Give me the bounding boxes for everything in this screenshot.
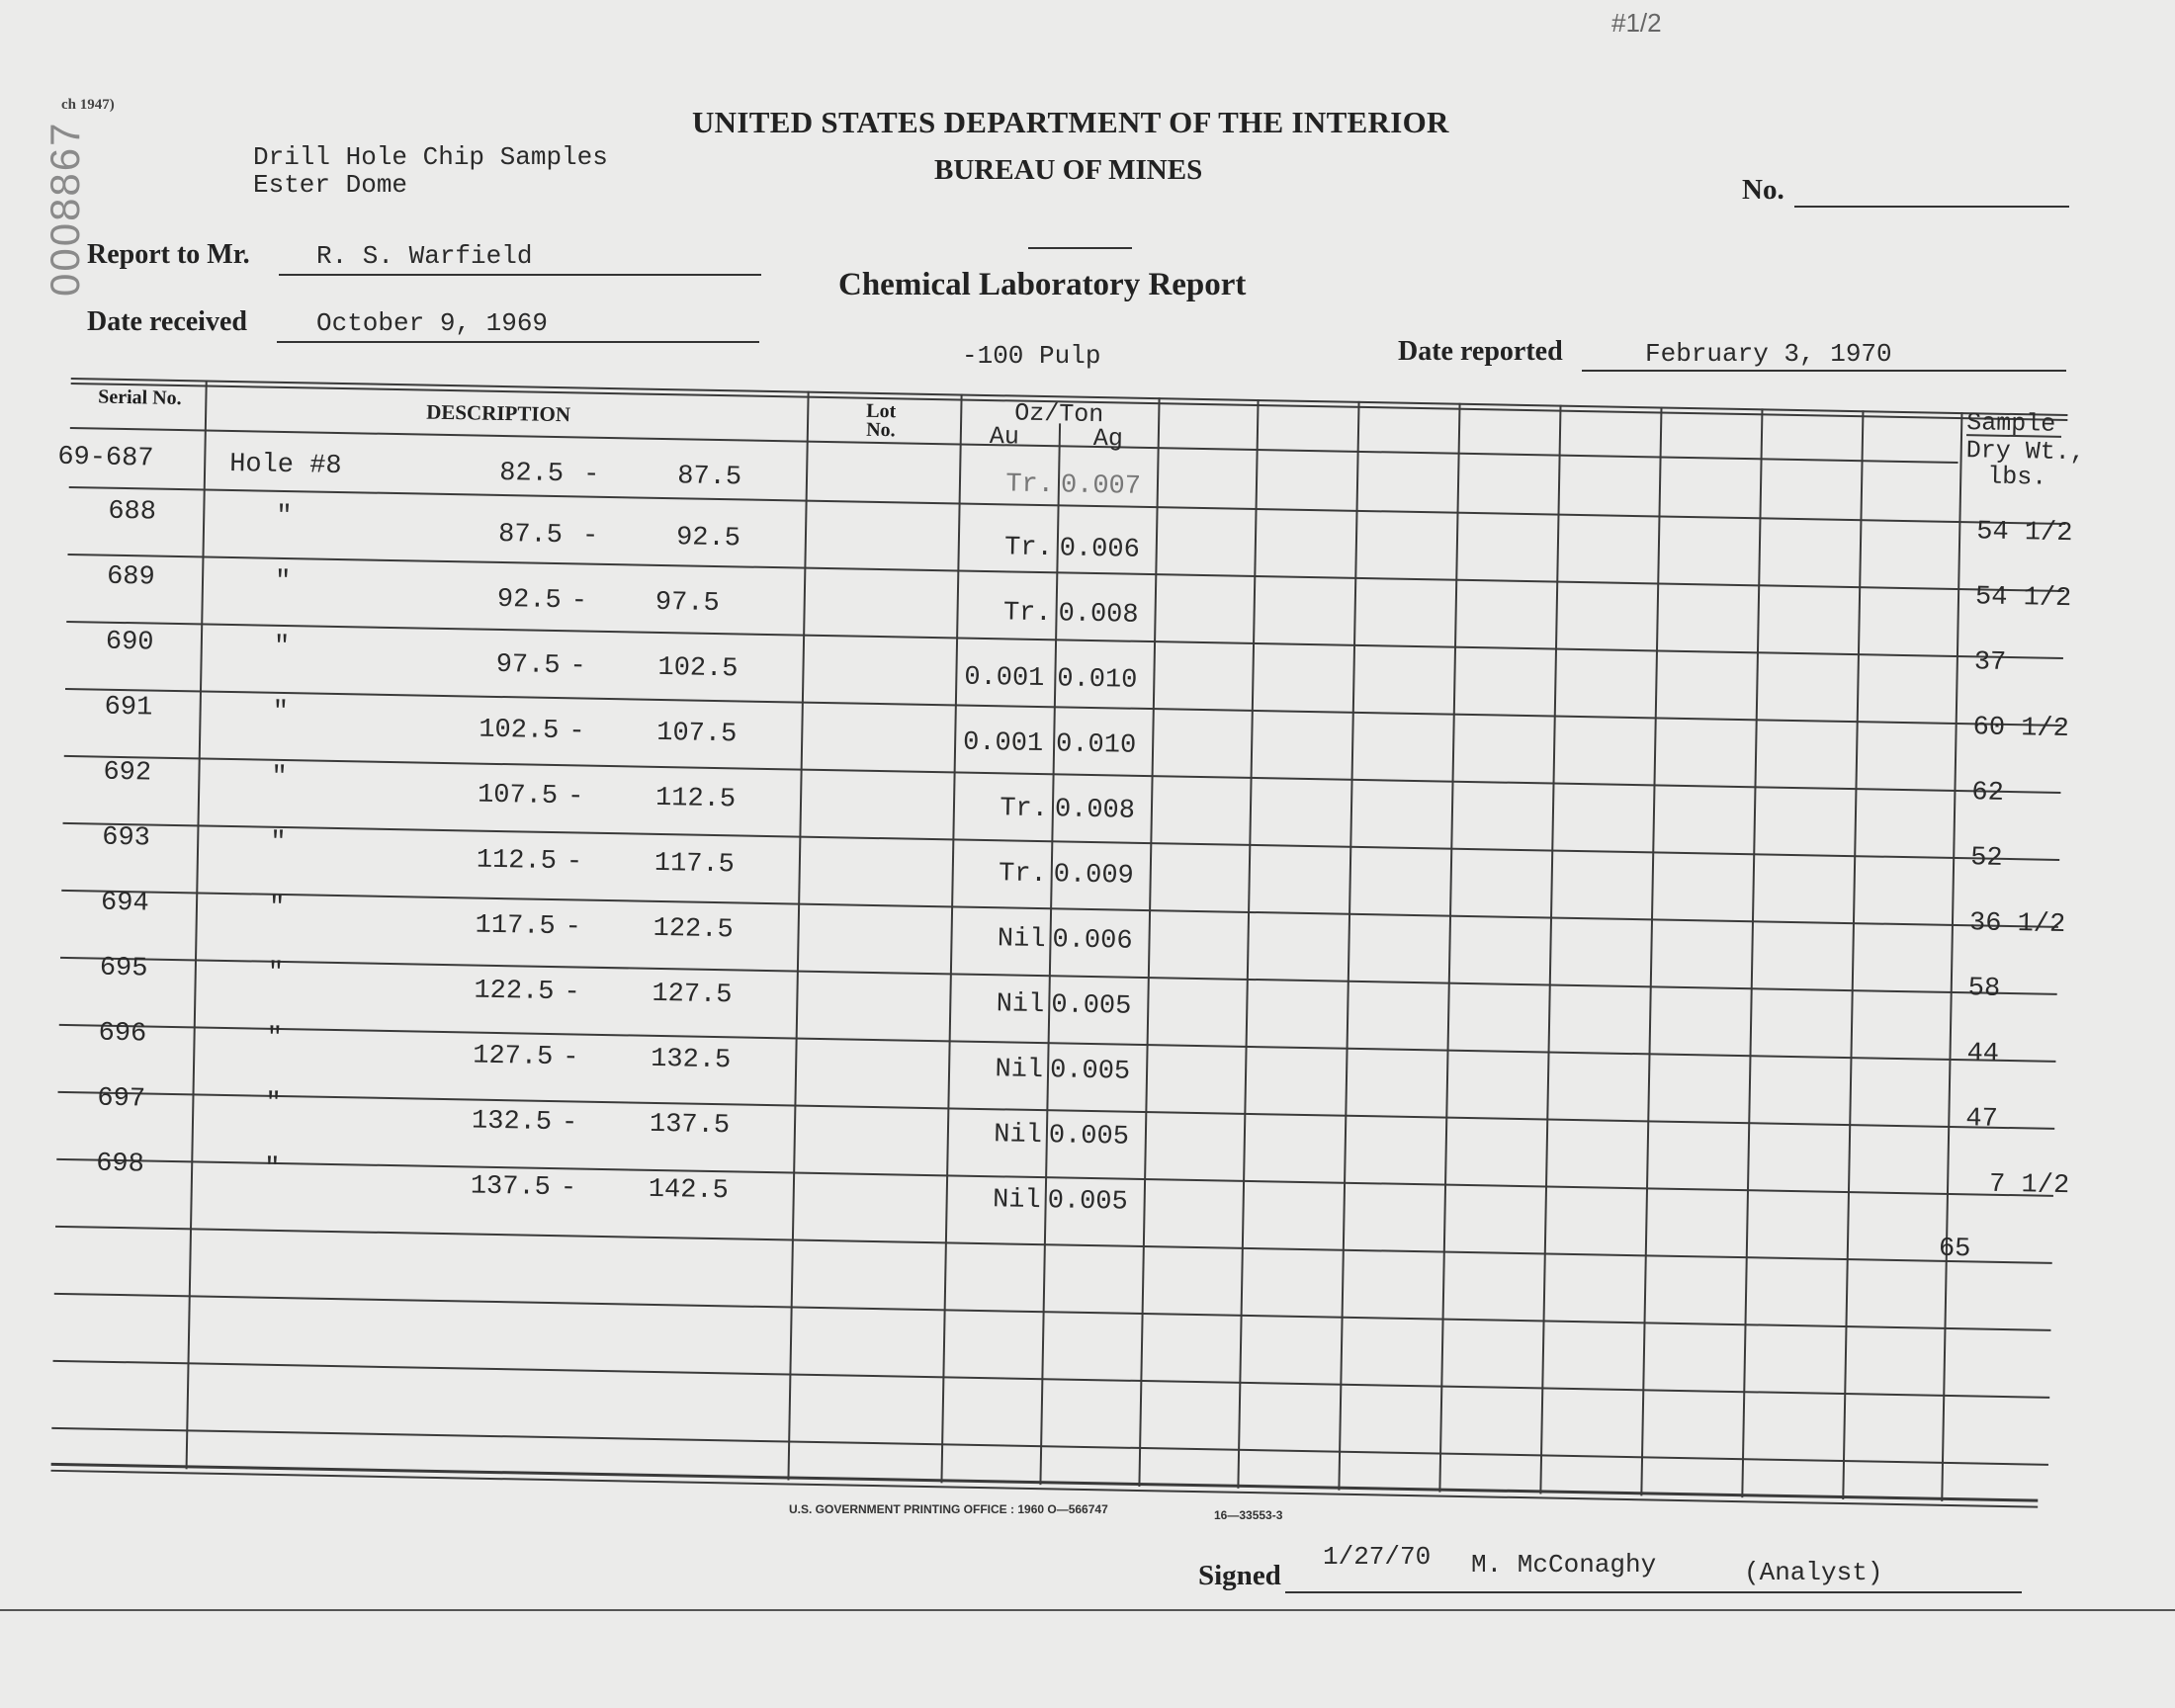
row-rule <box>55 1226 2052 1264</box>
col-divider-blank-1 <box>1237 399 1259 1489</box>
au-cell: 0.001 <box>964 662 1045 695</box>
depth-from-cell: 132.5 <box>471 1106 553 1139</box>
depth-to-cell: 137.5 <box>649 1109 731 1142</box>
header-lbs: lbs. <box>1987 462 2047 492</box>
depth-to-cell: 132.5 <box>650 1044 732 1076</box>
depth-from-cell: 137.5 <box>470 1171 552 1204</box>
depth-from-cell: 92.5 <box>496 584 562 617</box>
row-rule <box>53 1360 2050 1399</box>
ag-cell: 0.006 <box>1059 534 1141 565</box>
hole-cell: " <box>267 958 285 989</box>
project-line-1: Drill Hole Chip Samples <box>253 142 608 172</box>
depth-to-cell: 127.5 <box>652 979 733 1011</box>
header-dry-wt: Dry Wt., <box>1965 436 2086 468</box>
signed-name: M. McConaghy <box>1471 1550 1657 1580</box>
depth-dash: - <box>566 782 584 812</box>
date-received-label: Date received <box>87 306 247 337</box>
au-cell: 0.001 <box>962 727 1044 760</box>
serial-cell: 691 <box>104 692 153 724</box>
ag-cell: 0.005 <box>1048 1121 1130 1153</box>
header-lot: Lot No. <box>866 399 897 442</box>
weight-cell: 65 <box>1938 1234 1971 1265</box>
depth-to-cell: 107.5 <box>655 718 738 750</box>
depth-dash: - <box>582 460 600 490</box>
au-cell: Nil <box>997 924 1046 956</box>
date-reported-value: February 3, 1970 <box>1645 339 1892 369</box>
col-divider-blank-6 <box>1741 408 1763 1497</box>
no-field-line <box>1794 206 2069 208</box>
depth-from-cell: 102.5 <box>478 715 560 747</box>
results-table <box>50 366 2086 1519</box>
au-cell: Tr. <box>998 859 1048 891</box>
depth-to-cell: 87.5 <box>676 462 742 493</box>
depth-from-cell: 107.5 <box>477 780 559 812</box>
ag-cell: 0.008 <box>1058 599 1139 631</box>
hole-cell: " <box>268 893 286 924</box>
signed-label: Signed <box>1198 1560 1281 1591</box>
depth-dash: - <box>560 1173 577 1204</box>
col-divider-blank-7 <box>1842 410 1864 1499</box>
col-divider-sample <box>1941 412 1962 1501</box>
au-cell: Tr. <box>1000 794 1049 825</box>
header-oz-ton: Oz/Ton <box>1014 398 1104 430</box>
agency-subtitle: BUREAU OF MINES <box>934 154 1203 186</box>
serial-cell: 696 <box>98 1018 147 1050</box>
depth-dash: - <box>581 521 599 552</box>
weight-cell: 54 1/2 <box>1975 517 2073 550</box>
depth-dash: - <box>566 847 583 878</box>
au-cell: Tr. <box>1002 598 1052 630</box>
date-received-value: October 9, 1969 <box>316 308 549 338</box>
weight-cell: 54 1/2 <box>1974 582 2072 615</box>
title-rule <box>1028 247 1132 249</box>
depth-to-cell: 92.5 <box>675 523 741 555</box>
depth-from-cell: 112.5 <box>476 845 558 878</box>
au-cell: Nil <box>995 1055 1044 1086</box>
depth-from-cell: 127.5 <box>472 1041 554 1073</box>
serial-cell: 693 <box>101 822 151 854</box>
col-divider-serial <box>186 380 208 1469</box>
report-to-line <box>279 274 761 276</box>
hole-cell: " <box>273 632 291 663</box>
hole-cell: " <box>263 1153 281 1185</box>
ag-cell: 0.010 <box>1055 729 1137 761</box>
serial-cell: 688 <box>108 496 157 528</box>
hole-cell: Hole #8 <box>228 449 342 482</box>
date-received-line <box>277 341 759 343</box>
depth-dash: - <box>565 912 582 943</box>
hole-cell: " <box>274 566 292 598</box>
form-edition-note: ch 1947) <box>61 97 115 113</box>
depth-to-cell: 117.5 <box>653 848 736 881</box>
col-divider-blank-2 <box>1338 401 1359 1491</box>
serial-cell: 69-687 <box>57 442 154 474</box>
row-rule <box>64 755 2061 794</box>
au-cell: Nil <box>994 1120 1043 1152</box>
row-rule <box>51 1427 2048 1466</box>
col-divider-blank-3 <box>1438 403 1460 1493</box>
ag-cell: 0.005 <box>1049 1056 1131 1087</box>
hole-cell: " <box>269 827 287 859</box>
ag-cell: 0.008 <box>1054 795 1136 826</box>
hole-cell: " <box>266 1023 284 1055</box>
col-divider-description <box>787 391 809 1481</box>
serial-cell: 689 <box>106 561 155 593</box>
row-rule <box>54 1293 2051 1331</box>
corner-mark: #1/2 <box>1611 8 1662 38</box>
signed-role: (Analyst) <box>1744 1558 1883 1587</box>
weight-cell: 52 <box>1969 843 2003 874</box>
date-reported-line <box>1582 370 2066 372</box>
serial-cell: 690 <box>105 627 154 658</box>
header-description: DESCRIPTION <box>425 399 571 427</box>
signed-date: 1/27/70 <box>1323 1542 1432 1572</box>
project-line-2: Ester Dome <box>253 170 408 200</box>
depth-dash: - <box>561 1108 578 1139</box>
weight-cell: 44 <box>1966 1039 2000 1069</box>
depth-from-cell: 87.5 <box>497 519 564 552</box>
no-label: No. <box>1742 174 1784 206</box>
row-rule <box>61 890 2058 928</box>
header-serial: Serial No. <box>98 385 182 410</box>
row-rule <box>62 822 2059 861</box>
report-to-label: Report to Mr. <box>87 239 250 270</box>
ag-cell: 0.005 <box>1047 1186 1128 1218</box>
hole-cell: " <box>275 501 293 533</box>
col-divider-blank-5 <box>1640 406 1662 1495</box>
au-cell: Nil <box>996 989 1045 1021</box>
depth-to-cell: 112.5 <box>654 783 737 815</box>
depth-from-cell: 122.5 <box>474 976 555 1008</box>
weight-cell: 62 <box>1971 778 2005 809</box>
signature-line <box>1285 1591 2022 1593</box>
ag-cell: 0.010 <box>1057 664 1138 696</box>
depth-from-cell: 117.5 <box>475 910 556 943</box>
header-ag: Ag <box>1092 423 1124 454</box>
table-bottom-rule <box>51 1463 2039 1502</box>
au-cell: Tr. <box>1003 533 1054 564</box>
pulp-note: -100 Pulp <box>962 341 1101 371</box>
serial-cell: 698 <box>95 1149 145 1180</box>
header-sample: Sample <box>1965 408 2056 439</box>
form-number: 16—33553-3 <box>1214 1508 1283 1522</box>
weight-cell: 7 1/2 <box>1988 1169 2070 1202</box>
hole-cell: " <box>271 762 288 794</box>
weight-cell: 37 <box>1973 647 2007 678</box>
ag-cell: 0.006 <box>1052 925 1133 957</box>
weight-cell: 58 <box>1967 974 2001 1004</box>
serial-cell: 695 <box>99 953 148 984</box>
depth-dash: - <box>562 1043 579 1073</box>
depth-from-cell: 97.5 <box>495 649 561 682</box>
header-au: Au <box>989 422 1020 452</box>
stamp-number: 0008867 <box>42 121 88 297</box>
depth-dash: - <box>564 978 580 1008</box>
ag-cell: 0.007 <box>1060 470 1142 502</box>
date-reported-label: Date reported <box>1398 336 1563 367</box>
au-cell: Tr. <box>1005 470 1055 501</box>
depth-dash: - <box>568 717 585 747</box>
depth-to-cell: 102.5 <box>657 652 739 685</box>
serial-cell: 694 <box>100 888 149 919</box>
weight-cell: 47 <box>1965 1104 1999 1135</box>
page-bottom-rule <box>0 1609 2175 1611</box>
agency-title: UNITED STATES DEPARTMENT OF THE INTERIOR <box>692 105 1449 139</box>
serial-cell: 692 <box>103 757 152 789</box>
serial-cell: 697 <box>97 1083 146 1115</box>
depth-dash: - <box>570 586 588 617</box>
weight-cell: 36 1/2 <box>1968 908 2066 941</box>
ag-cell: 0.005 <box>1051 990 1132 1022</box>
depth-to-cell: 97.5 <box>654 587 720 620</box>
report-title: Chemical Laboratory Report <box>838 267 1247 302</box>
ag-cell: 0.009 <box>1053 860 1135 892</box>
report-to-value: R. S. Warfield <box>316 241 533 271</box>
depth-to-cell: 142.5 <box>648 1174 730 1207</box>
hole-cell: " <box>272 697 290 728</box>
col-divider-blank-4 <box>1539 405 1561 1494</box>
weight-cell: 60 1/2 <box>1972 713 2070 745</box>
col-divider-ag <box>1138 397 1160 1487</box>
depth-to-cell: 122.5 <box>652 913 734 946</box>
depth-dash: - <box>569 651 586 682</box>
depth-from-cell: 82.5 <box>498 458 565 490</box>
row-rule <box>60 957 2057 995</box>
au-cell: Nil <box>992 1185 1041 1217</box>
hole-cell: " <box>265 1088 282 1120</box>
printing-office-note: U.S. GOVERNMENT PRINTING OFFICE : 1960 O—566747 <box>789 1502 1108 1516</box>
